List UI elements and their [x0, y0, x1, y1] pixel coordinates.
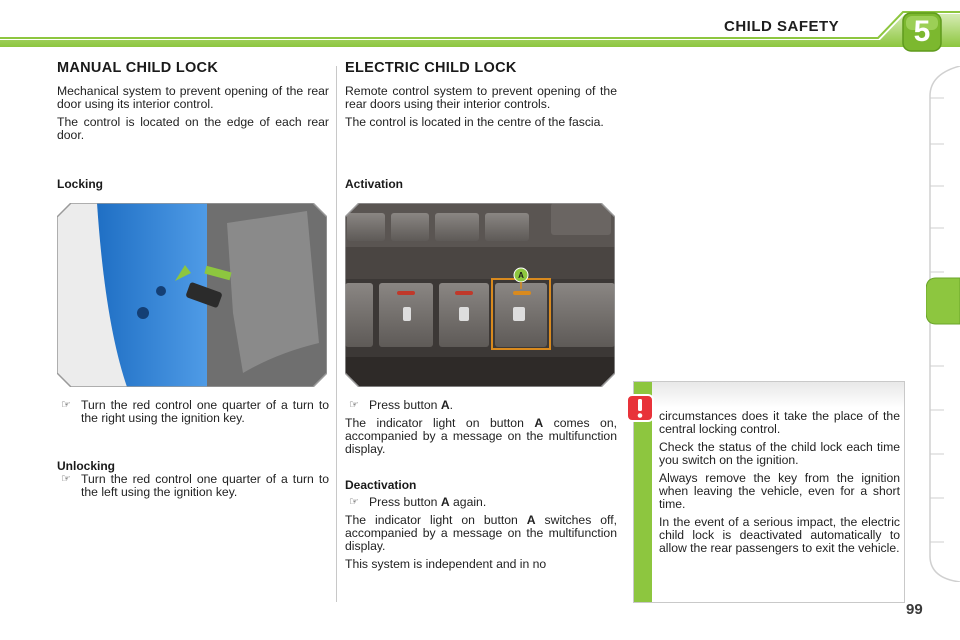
- electric-intro-1: Remote control system to prevent opening of the rear doors using their interior controls.: [345, 84, 617, 111]
- unlocking-instruction: ☞ Turn the red control one quarter of a turn to the left using the ignition key.: [57, 473, 329, 499]
- indicator-off-text: The indicator light on button A switches off, accompanied by a message on the multifunction display.: [345, 513, 617, 553]
- warning-paragraph: In the event of a serious impact, the electric child lock is deactivated automatically to allow the rear passengers to exit the vehicle.: [659, 515, 900, 555]
- column-divider: [336, 66, 337, 602]
- pointer-icon: ☞: [61, 473, 71, 485]
- unlocking-heading: Unlocking: [57, 459, 116, 473]
- locking-instruction: ☞ Turn the red control one quarter of a turn to the right using the ignition key.: [57, 399, 329, 425]
- pointer-icon: ☞: [349, 496, 359, 508]
- manual-heading: MANUAL CHILD LOCK: [57, 60, 219, 76]
- warning-text: [659, 410, 900, 560]
- electric-child-lock-section: [345, 62, 617, 134]
- manual-child-lock-section: [57, 62, 329, 147]
- fascia-switch-panel-illustration: [345, 203, 615, 387]
- warning-paragraph: circumstances does it take the place of the central locking control.: [659, 409, 900, 436]
- activation-instruction: ☞ Press button A.: [345, 399, 617, 412]
- figure-label-a: A: [518, 271, 524, 280]
- electric-heading: ELECTRIC CHILD LOCK: [345, 60, 517, 76]
- manual-intro-2: The control is located on the edge of each rear door.: [57, 115, 329, 142]
- warning-paragraph: Always remove the key from the ignition when leaving the vehicle, even for a short time.: [659, 471, 900, 511]
- electric-intro-2: The control is located in the centre of the fascia.: [345, 115, 604, 129]
- pointer-icon: ☞: [61, 399, 71, 411]
- exclamation-icon: [626, 394, 654, 422]
- indicator-on-text: The indicator light on button A comes on, accompanied by a message on the multifunction display.: [345, 416, 617, 456]
- chapter-tab-rail: [926, 66, 960, 582]
- page-title: CHILD SAFETY: [724, 18, 840, 35]
- rear-door-edge-illustration: [57, 203, 327, 387]
- locking-heading: Locking: [57, 177, 104, 191]
- warning-box: [633, 381, 905, 603]
- warning-paragraph: Check the status of the child lock each time you switch on the ignition.: [659, 440, 900, 467]
- pointer-icon: ☞: [349, 399, 359, 411]
- activation-heading: Activation: [345, 177, 404, 191]
- deactivation-instruction: ☞ Press button A again.: [345, 496, 617, 509]
- manual-intro-1: Mechanical system to prevent opening of the rear door using its interior control.: [57, 84, 329, 111]
- deactivation-heading: Deactivation: [345, 478, 417, 492]
- independent-text: This system is independent and in no: [345, 557, 547, 571]
- chapter-number: 5: [913, 15, 931, 48]
- page-number: 99: [906, 601, 923, 618]
